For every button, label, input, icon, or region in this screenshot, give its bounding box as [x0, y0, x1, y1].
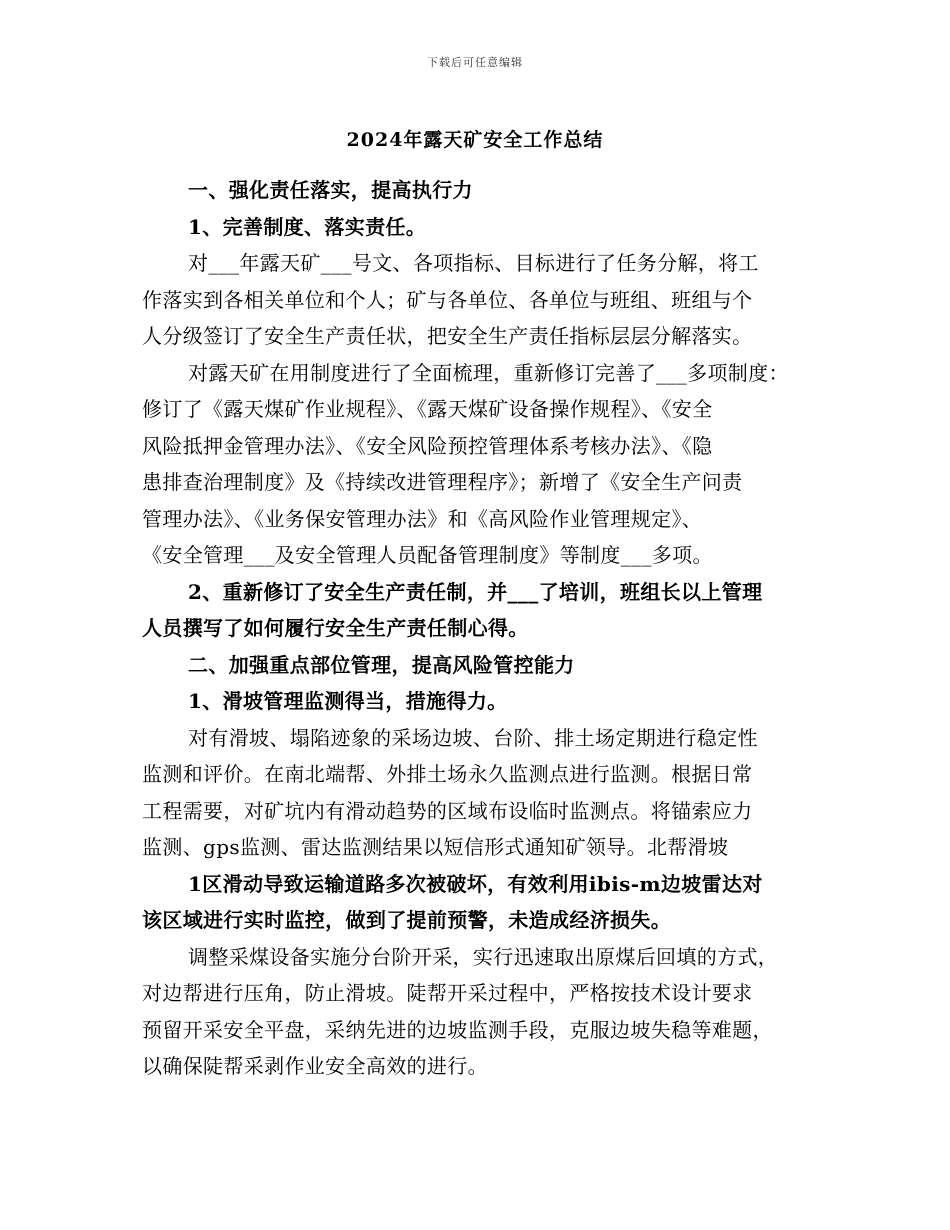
document-line: 作落实到各相关单位和个人；矿与各单位、各单位与班组、班组与个: [142, 287, 753, 312]
document-line: 预留开采安全平盘，采纳先进的边坡监测手段，克服边坡失稳等难题，: [142, 1017, 773, 1042]
document-line: 1区滑动导致运输道路多次被破坏，有效利用ibis-m边坡雷达对: [188, 871, 763, 896]
document-line: 人员撰写了如何履行安全生产责任制心得。: [142, 616, 529, 640]
document-line: 患排查治理制度》及《持续改进管理程序》；新增了《安全生产问责: [142, 470, 743, 494]
document-line: 1、滑坡管理监测得当，措施得力。: [188, 689, 508, 713]
header-note: 下载后可任意编辑: [427, 56, 523, 69]
document-line: 监测和评价。在南北端帮、外排土场永久监测点进行监测。根据日常: [142, 762, 753, 786]
document-line: 2、重新修订了安全生产责任制，并___了培训，班组长以上管理: [188, 579, 763, 604]
document-line: 人分级签订了安全生产责任状，把安全生产责任指标层层分解落实。: [142, 324, 753, 348]
document-line: 二、加强重点部位管理，提高风险管控能力: [188, 652, 575, 677]
document-line: 监测、gps监测、雷达监测结果以短信形式通知矿领导。北帮滑坡: [142, 835, 729, 859]
document-line: 该区域进行实时监控，做到了提前预警，未造成经济损失。: [142, 908, 672, 932]
document-line: 《安全管理___及安全管理人员配备管理制度》等制度___多项。: [142, 543, 713, 567]
document-line: 以确保陡帮采剥作业安全高效的进行。: [142, 1054, 488, 1078]
document-line: 一、强化责任落实，提高执行力: [188, 178, 473, 202]
document-line: 1、完善制度、落实责任。: [188, 214, 427, 239]
document-title: 2024年露天矿安全工作总结: [346, 129, 604, 151]
document-line: 调整采煤设备实施分台阶开采，实行迅速取出原煤后回填的方式，: [188, 944, 779, 969]
document-line: 对露天矿在用制度进行了全面梳理，重新修订完善了___多项制度：: [188, 360, 789, 385]
document-line: 修订了《露天煤矿作业规程》、《露天煤矿设备操作规程》、《安全: [142, 397, 713, 421]
document-line: 对边帮进行压角，防止滑坡。陡帮开采过程中，严格按技术设计要求: [142, 981, 753, 1005]
document-body: [142, 172, 824, 1085]
document-line: 风险抵押金管理办法》、《安全风险预控管理体系考核办法》、《隐: [142, 433, 713, 458]
document-line: 对有滑坡、塌陷迹象的采场边坡、台阶、排土场定期进行稳定性: [188, 725, 758, 750]
document-line: 工程需要，对矿坑内有滑动趋势的区域布设临时监测点。将锚索应力: [142, 798, 753, 823]
document-line: 对___年露天矿___号文、各项指标、目标进行了任务分解，将工: [188, 251, 759, 275]
document-line: 管理办法》、《业务保安管理办法》和《高风险作业管理规定》、: [142, 506, 703, 531]
